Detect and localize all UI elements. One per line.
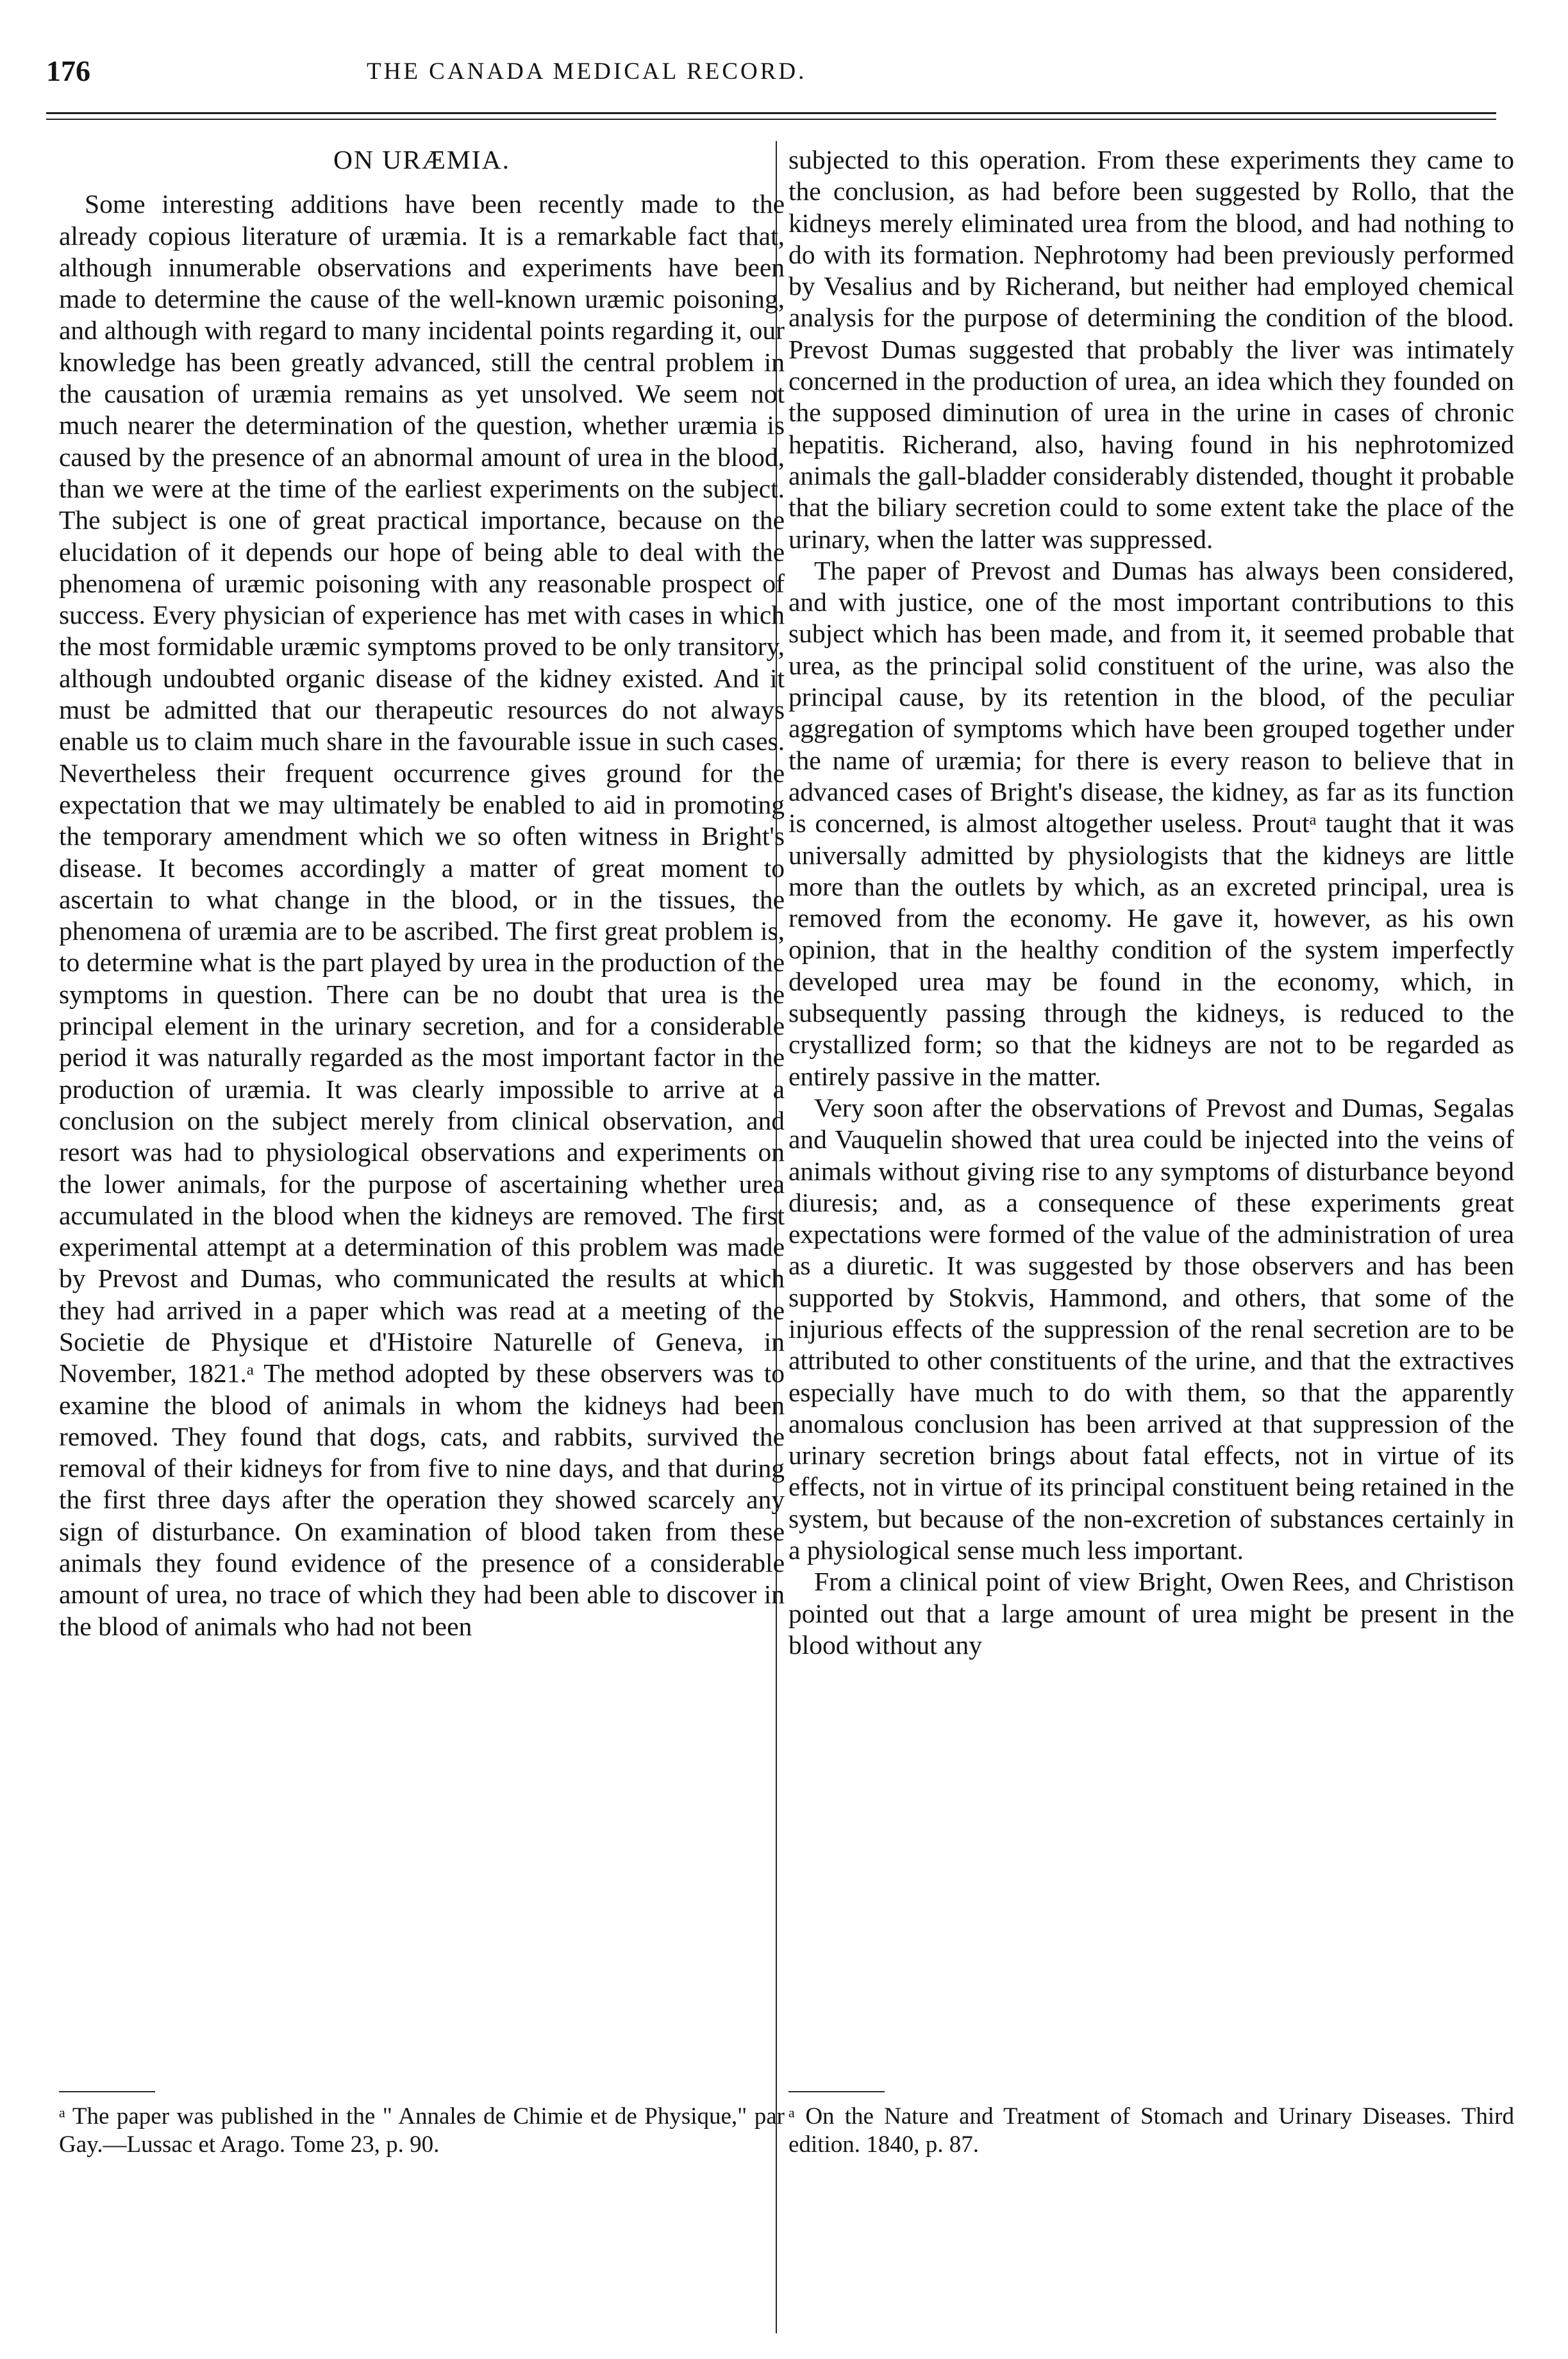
article-title: ON URÆMIA.: [333, 145, 510, 174]
paragraph: Some interesting additions have been recently made to the already copious literature of uræmia. It is a remarkable fact that, although innumerable observations and experiments have been made to determine the cause of the well-known uræmic poisoning, and although with regard to many incidental points regarding it, our knowledge has been greatly advanced, still the central problem in the causation of uræmia remains as yet unsolved. We seem not much nearer the determination of the question, whether uræmia is caused by the presence of an abnormal amount of urea in the blood, than we were at the time of the earliest experiments on the subject. The subject is one of great practical importance, because on the elucidation of it depends our hope of being able to deal with the phenomena of uræmic poisoning with any reasonable prospect of success. Every physician of experience has met with cases in which the most formidable uræmic symptoms proved to be only transitory, although undoubted organic disease of the kidney existed. And it must be admitted that our therapeutic resources do not always enable us to claim much share in the favourable issue in such cases. Nevertheless their frequent occurrence gives ground for the expectation that we may ultimately be enabled to aid in promoting the temporary amendment which we so often witness in Bright's disease. It becomes accordingly a matter of great moment to ascertain to what change in the blood, or in the tissues, the phenomena of uræmia are to be ascribed. The first great problem is, to determine what is the part played by urea in the production of the symptoms in question. There can be no doubt that urea is the principal element in the urinary secretion, and for a considerable period it was naturally regarded as the most important factor in the production of uræmia. It was clearly impossible to arrive at a conclusion on the subject merely from clinical observation, and resort was had to physiological observations and experiments on the lower animals, for the purpose of ascertaining whether urea accumulated in the blood when the kidneys are removed. The first experimental attempt at a determination of this problem was made by Prevost and Dumas, who communicated the results at which they had arrived in a paper which was read at a meeting of the Societie de Physique et d'Histoire Naturelle of Geneva, in November, 1821.ᵃ The method adopted by these observers was to examine the blood of animals in whom the kidneys had been removed. They found that dogs, cats, and rabbits, survived the removal of their kidneys for from five to nine days, and that during the first three days after the operation they showed scarcely any sign of disturbance. On examination of blood taken from these animals they found evidence of the presence of a considerable amount of urea, no trace of which they had been able to discover in the blood of animals who had not been: [59, 189, 785, 1641]
paragraph: Very soon after the observations of Prevost and Dumas, Segalas and Vauquelin showed that urea could be injected into the veins of animals without giving rise to any symptoms of disturbance beyond diuresis; and, as a consequence of these experiments great expectations were formed of the value of the administration of urea as a diuretic. It was suggested by those observers and has been supported by Stokvis, Hammond, and others, that some of the injurious effects of the suppression of the renal secretion are to be attributed to other constituents of the urine, and that the extractives especially have much to do with them, so that the apparently anomalous conclusion has been arrived at that suppression of the urinary secretion brings about fatal effects, not in virtue of its effects, not in virtue of its principal constituent being retained in the system, but because of the non-excretion of substances certainly in a physiological sense much less important.: [788, 1092, 1514, 1565]
footnote-left: ᵃ The paper was published in the " Annales de Chimie et de Physique," par Gay.—Lussac et Arago. Tome 23, p. 90.: [59, 2103, 785, 2158]
right-column: [788, 144, 1514, 2061]
footnote-right: ᵃ On the Nature and Treatment of Stomach and Urinary Diseases. Third edition. 1840, p. 87.: [788, 2103, 1514, 2158]
footnote-rule-left: [59, 2091, 155, 2092]
left-column: [59, 144, 785, 2061]
footnote-rule-right: [788, 2091, 885, 2092]
paragraph: The paper of Prevost and Dumas has always been considered, and with justice, one of the most important contributions to this subject which has been made, and from it, it seemed probable that urea, as the principal solid constituent of the urine, was also the principal cause, by its retention in the blood, of the peculiar aggregation of symptoms which have been grouped together under the name of uræmia; for there is every reason to believe that in advanced cases of Bright's disease, the kidney, as far as its function is concerned, is almost altogether useless. Proutᵃ taught that it was universally admitted by physiologists that the kidneys are little more than the outlets by which, as an excreted principal, urea is removed from the economy. He gave it, however, as his own opinion, that in the healthy condition of the system imperfectly developed urea may be found in the economy, which, in subsequently passing through the kidneys, is reduced to the crystallized form; so that the kidneys are not to be regarded as entirely passive in the matter.: [788, 555, 1514, 1091]
paragraph: subjected to this operation. From these experiments they came to the conclusion, as had before been suggested by Rollo, that the kidneys merely eliminated urea from the blood, and had nothing to do with its formation. Nephrotomy had been previously performed by Vesalius and by Richerand, but neither had employed chemical analysis for the purpose of determining the condition of the blood. Prevost Dumas suggested that probably the liver was intimately concerned in the production of urea, an idea which they founded on the supposed diminution of urea in the urine in cases of chronic hepatitis. Richerand, also, having found in his nephrotomized animals the gall-bladder considerably distended, thought it probable that the biliary secretion could to some extent take the place of the urinary, when the latter was suppressed.: [788, 145, 1514, 554]
page-header: [46, 54, 1495, 105]
page-number: 176: [46, 54, 90, 87]
header-rule-bottom: [46, 119, 1496, 120]
running-head: THE CANADA MEDICAL RECORD.: [367, 58, 807, 85]
paragraph: From a clinical point of view Bright, Owen Rees, and Christison pointed out that a large amount of urea might be present in the blood without any: [788, 1567, 1514, 1660]
header-rule-top: [46, 112, 1496, 114]
